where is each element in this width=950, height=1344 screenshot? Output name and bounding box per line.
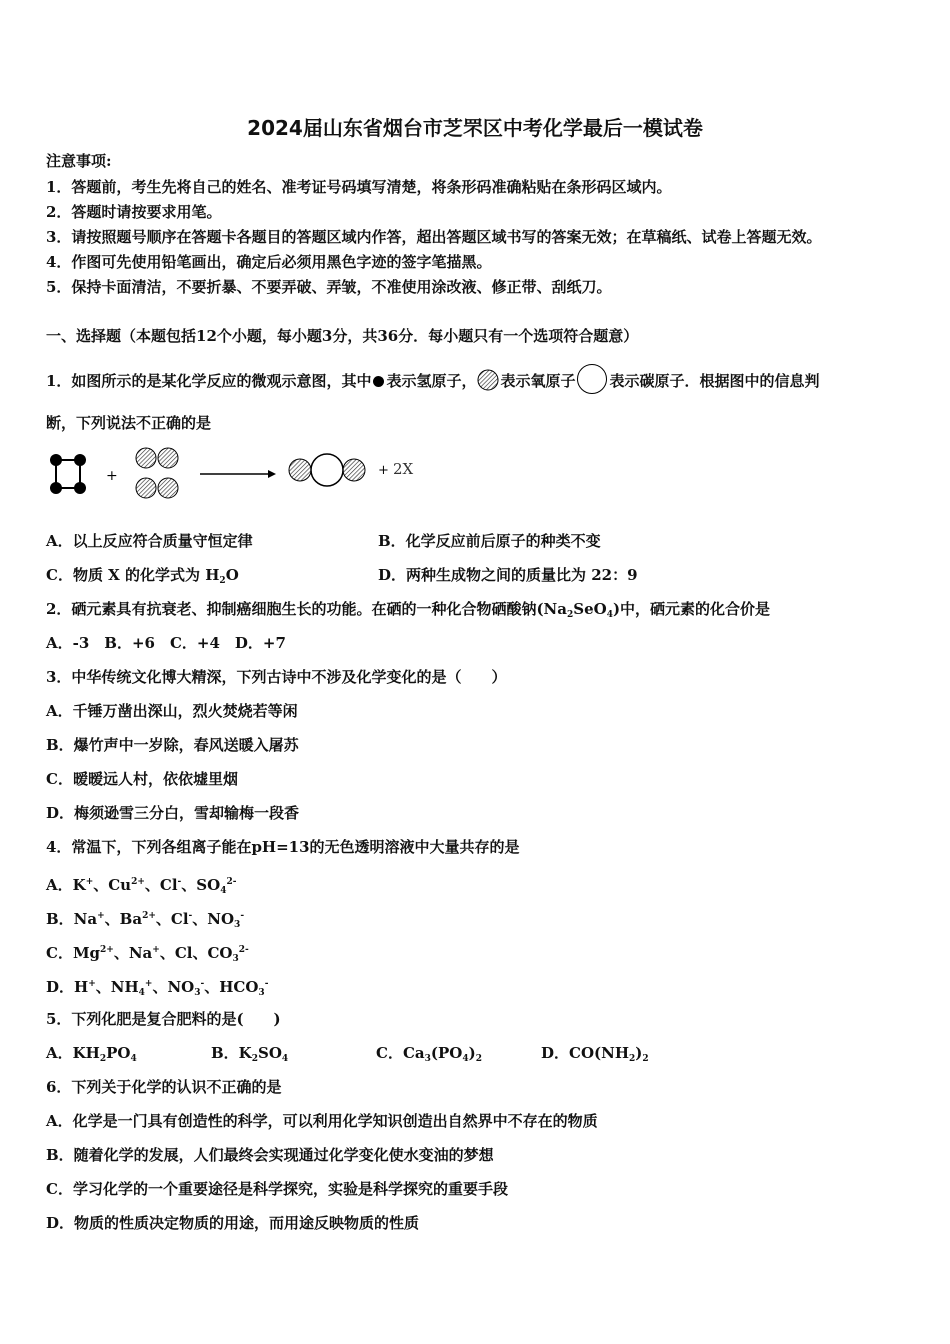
q4-option-b: B．Na+、$Ba^{2+}$、Cl-、$NO_3^-$ bbox=[46, 910, 245, 930]
q4-option-d: D．H+、$NH_4^+$、$NO_3^-$、$HCO_3^-$ bbox=[46, 978, 269, 998]
q1-stem-part-a: 1．如图所示的是某化学反应的微观示意图，其中 bbox=[46, 372, 372, 390]
q3-option-b: B．爆竹声中一岁除，春风送暖入屠苏 bbox=[46, 736, 299, 754]
q1-stem-line2: 断，下列说法不正确的是 bbox=[46, 414, 212, 432]
carbon-atom-icon bbox=[577, 364, 607, 394]
q2-stem: 2．硒元素具有抗衰老、抑制癌细胞生长的功能。在硒的一种化合物硒酸钠$(Na_2SeO_4)$中，硒元素的化合价是 bbox=[46, 600, 771, 620]
q5-option-a: A．$KH_2PO_4$ bbox=[46, 1044, 137, 1064]
q3-option-d: D．梅须逊雪三分白，雪却输梅一段香 bbox=[46, 804, 300, 822]
notice-item-2: 2．答题时请按要求用笔。 bbox=[46, 203, 222, 221]
q1-stem-part-b: 表示氢原子， bbox=[386, 372, 477, 390]
q6-option-a: A．化学是一门具有创造性的科学，可以利用化学知识创造出自然界中不存在的物质 bbox=[46, 1112, 598, 1130]
q4-option-a: A．K+、$Cu^{2+}$、Cl-、$SO_4^{2-}$ bbox=[46, 876, 237, 896]
diagram-product-x: 2X bbox=[393, 460, 414, 478]
hydrogen-atom-icon bbox=[373, 376, 384, 387]
q5-stem: 5．下列化肥是复合肥料的是( ) bbox=[46, 1010, 281, 1028]
page-title: 2024届山东省烟台市芝罘区中考化学最后一模试卷 bbox=[247, 116, 703, 140]
q1-option-b: B．化学反应前后原子的种类不变 bbox=[378, 532, 601, 550]
product-co2-molecule bbox=[289, 454, 365, 486]
q3-stem: 3．中华传统文化博大精深，下列古诗中不涉及化学变化的是（ ） bbox=[46, 668, 507, 686]
q5-option-b: B．$K_2SO_4$ bbox=[211, 1044, 289, 1064]
q1-option-c: C．物质 X 的化学式为 $H_2O$ bbox=[46, 566, 239, 586]
notice-item-4: 4．作图可先使用铅笔画出，确定后必须用黑色字迹的签字笔描黑。 bbox=[46, 253, 492, 271]
notice-item-3: 3．请按照题号顺序在答题卡各题目的答题区域内作答，超出答题区域书写的答案无效；在草稿纸、试卷上答题无效。 bbox=[46, 228, 822, 246]
q1-stem bbox=[46, 364, 820, 394]
q2-options: A．-3 B．+6 C．+4 D．+7 bbox=[46, 634, 286, 652]
reaction-arrow bbox=[200, 470, 276, 478]
q6-option-d: D．物质的性质决定物质的用途，而用途反映物质的性质 bbox=[46, 1214, 420, 1232]
q6-stem: 6．下列关于化学的认识不正确的是 bbox=[46, 1078, 282, 1096]
section-heading: 一、选择题（本题包括12个小题，每小题3分，共36分．每小题只有一个选项符合题意） bbox=[46, 327, 639, 345]
reaction-diagram bbox=[40, 440, 440, 510]
q5-option-c: C．$Ca_3(PO_4)_2$ bbox=[376, 1044, 482, 1064]
reactant-oxygen-molecules bbox=[136, 448, 178, 498]
q6-option-b: B．随着化学的发展，人们最终会实现通过化学变化使水变油的梦想 bbox=[46, 1146, 494, 1164]
q6-option-c: C．学习化学的一个重要途径是科学探究，实验是科学探究的重要手段 bbox=[46, 1180, 508, 1198]
q4-option-c: C．$Mg^{2+}$、Na+、Cl、$CO_3^{2-}$ bbox=[46, 944, 249, 964]
notice-item-1: 1．答题前，考生先将自己的姓名、准考证号码填写清楚，将条形码准确粘贴在条形码区域内。 bbox=[46, 178, 672, 196]
oxygen-atom-icon bbox=[477, 369, 499, 391]
q1-option-a: A．以上反应符合质量守恒定律 bbox=[46, 532, 253, 550]
q1-option-d: D．两种生成物之间的质量比为 22：9 bbox=[378, 566, 638, 584]
diagram-plus-2: + bbox=[378, 463, 389, 478]
diagram-plus-1: + bbox=[106, 468, 118, 484]
reactant-methane-molecule bbox=[50, 454, 86, 494]
q3-option-a: A．千锤万凿出深山，烈火焚烧若等闲 bbox=[46, 702, 298, 720]
q5-option-d: D．$CO(NH_2)_2$ bbox=[541, 1044, 649, 1064]
notice-item-5: 5．保持卡面清洁，不要折暴、不要弄破、弄皱，不准使用涂改液、修正带、刮纸刀。 bbox=[46, 278, 612, 296]
q1-stem-part-d: 表示碳原子．根据图中的信息判 bbox=[609, 372, 820, 390]
q1-stem-part-c: 表示氧原子 bbox=[500, 372, 576, 390]
notice-heading: 注意事项: bbox=[46, 152, 112, 170]
q4-stem: 4．常温下，下列各组离子能在pH=13的无色透明溶液中大量共存的是 bbox=[46, 838, 520, 856]
q3-option-c: C．暧暧远人村，依依墟里烟 bbox=[46, 770, 238, 788]
